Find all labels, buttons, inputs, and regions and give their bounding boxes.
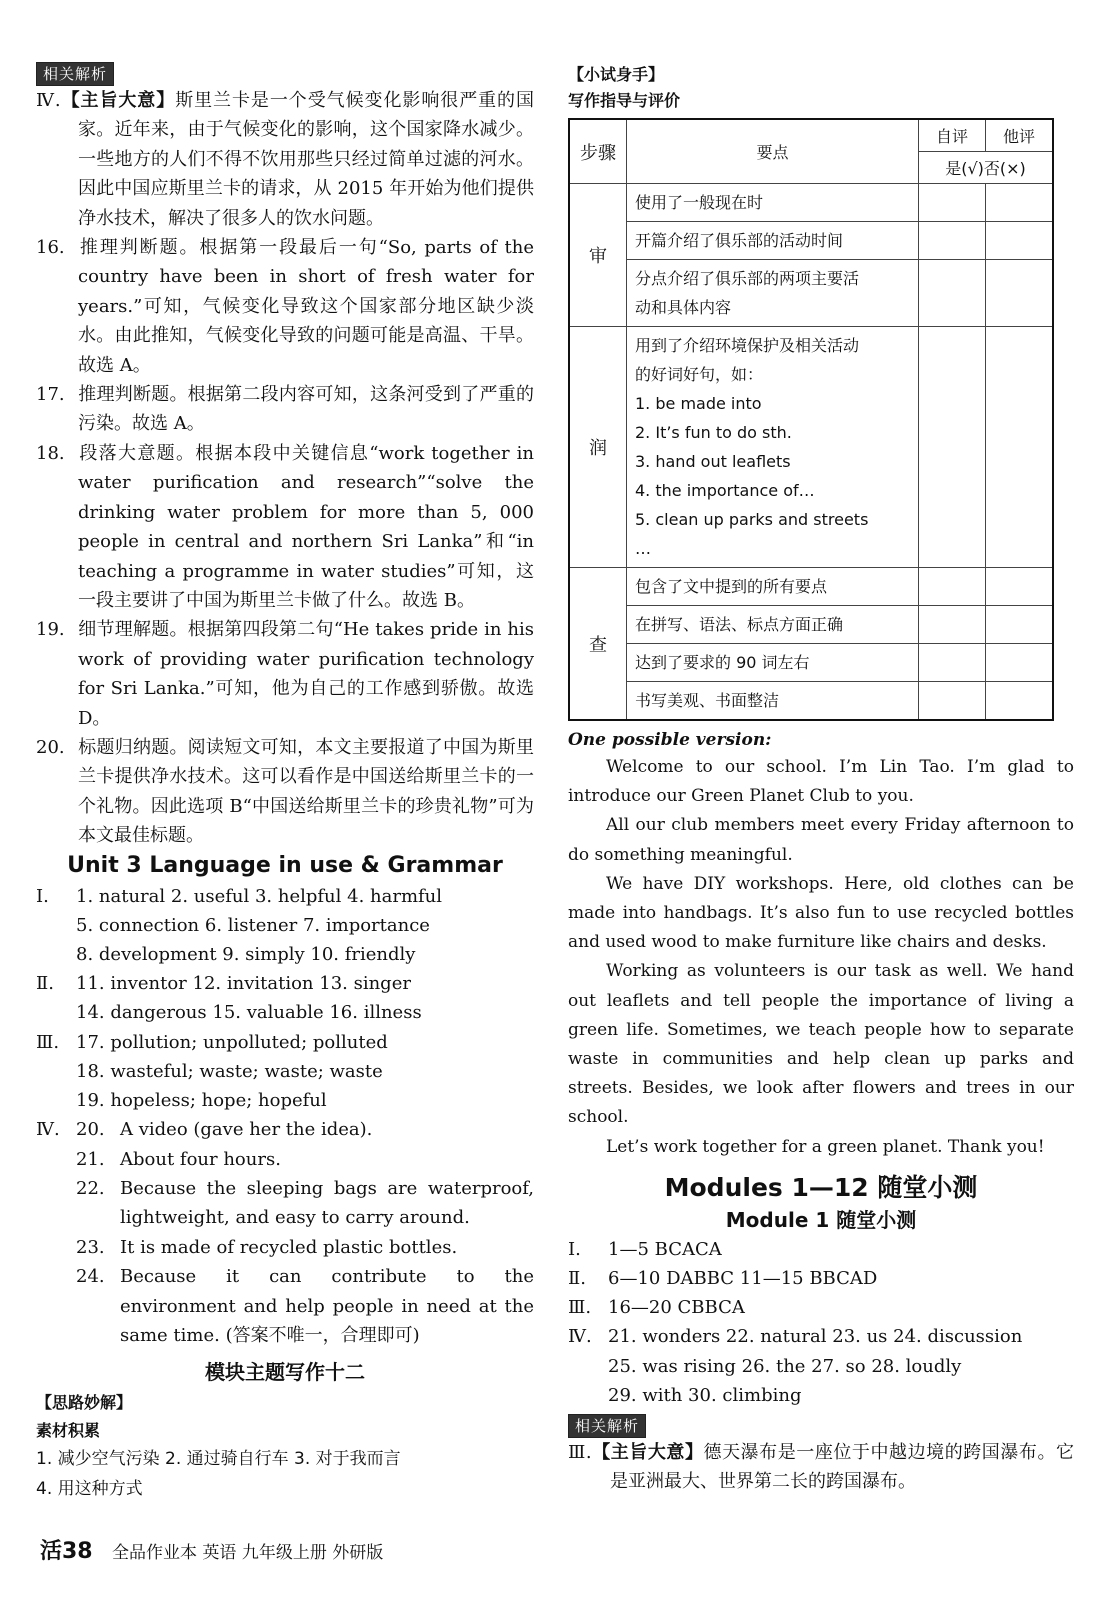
modules-title: Modules 1—12 随堂小测 xyxy=(664,1172,978,1202)
answer-line: Ⅲ. 16—20 CBBCA xyxy=(568,1297,745,1319)
analysis-tag: 相关解析 xyxy=(36,62,114,86)
answer-20: 20. A video (gave her the idea). xyxy=(76,1119,373,1141)
point-cell: 分点介绍了俱乐部的两项主要活 动和具体内容 xyxy=(627,260,919,327)
self-check-cell[interactable] xyxy=(919,568,986,606)
header-peer: 他评 xyxy=(986,119,1054,152)
analysis-tag: 相关解析 xyxy=(568,1414,646,1438)
self-check-cell[interactable] xyxy=(919,682,986,721)
idea-tag: 【思路妙解】 xyxy=(36,1393,133,1413)
peer-check-cell[interactable] xyxy=(986,327,1054,568)
answer-line: Ⅲ. 17. pollution; unpolluted; polluted xyxy=(36,1031,388,1053)
page-footer xyxy=(40,1534,383,1565)
answer-23: 23. It is made of recycled plastic bottles. xyxy=(76,1236,458,1258)
step-review: 审 xyxy=(569,184,627,327)
essay-paragraph: Working as volunteers is our task as well. We hand out leaflets and tell people the importance of living a green life. Sometimes, we teach people how to separate waste in communities and help clean up parks and streets. Besides, we look after flowers and trees in our school. xyxy=(568,961,1074,1128)
point-cell: 包含了文中提到的所有要点 xyxy=(627,568,919,606)
point-cell: 达到了要求的 90 词左右 xyxy=(627,644,919,682)
analysis-item-16: 16. 推理判断题。根据第一段最后一句“So, parts of the country have been in short of fresh water for years.”可知，气候变化导致这个国家部分地区缺少淡水。由此推知，气候变化导致的问题可能是高温、干旱。故选 A。 xyxy=(36,237,534,376)
answer-21: 21. About four hours. xyxy=(76,1148,281,1170)
header-step: 步骤 xyxy=(569,119,627,184)
analysis-items xyxy=(36,233,534,851)
unit-answers xyxy=(36,882,534,1116)
iv-answers: Ⅳ. 20. A video (gave her the idea). 21. About four hours. 22. Because the sleeping bags are waterproof, lightweight, and easy to carry around. 23. It is made of recycled plastic bottles. 24. Because it can contribute to the environment and help people in need at the same time. (答案不唯一，合理即可) xyxy=(36,1115,534,1350)
left-column xyxy=(36,62,534,1504)
step-polish: 润 xyxy=(569,327,627,568)
essay-paragraph: Let’s work together for a green planet. Thank you! xyxy=(606,1136,1045,1157)
point-cell: 书写美观、书面整洁 xyxy=(627,682,919,721)
analysis-item-17: 17. 推理判断题。根据第二段内容可知，这条河受到了严重的污染。故选 A。 xyxy=(36,384,534,435)
guide-title: 写作指导与评价 xyxy=(568,91,681,110)
answer-line: Ⅳ. 21. wonders 22. natural 23. us 24. discussion xyxy=(568,1326,1023,1348)
answer-line: 14. dangerous 15. valuable 16. illness xyxy=(76,1002,422,1024)
try-tag: 【小试身手】 xyxy=(568,65,665,84)
peer-check-cell[interactable] xyxy=(986,222,1054,260)
peer-check-cell[interactable] xyxy=(986,644,1054,682)
self-check-cell[interactable] xyxy=(919,222,986,260)
self-check-cell[interactable] xyxy=(919,184,986,222)
self-check-cell[interactable] xyxy=(919,260,986,327)
evaluation-table xyxy=(568,118,1054,721)
answer-line: 19. hopeless; hope; hopeful xyxy=(76,1089,327,1111)
waterfall-summary: Ⅲ.【主旨大意】德天瀑布是一座位于中越边境的跨国瀑布。它是亚洲最大、世界第二长的跨国瀑布。 xyxy=(568,1442,1075,1493)
page-number: 活38 xyxy=(40,1539,93,1564)
answer-line: Ⅱ. 6—10 DABBC 11—15 BBCAD xyxy=(568,1268,878,1290)
point-cell: 开篇介绍了俱乐部的活动时间 xyxy=(627,222,919,260)
answer-24: 24. Because it can contribute to the environment and help people in need at the same time. (答案不唯一，合理即可) xyxy=(76,1266,534,1347)
essay-paragraph: All our club members meet every Friday afternoon to do something meaningful. xyxy=(568,815,1074,865)
module1-title: Module 1 随堂小测 xyxy=(725,1207,917,1232)
analysis-item-18: 18. 段落大意题。根据本段中关键信息“work together in water purification and research”“solve the drinking water problem for more than 5, 000 people in central and northern Sri Lanka”和“in teaching a programme in water studies”可知，这一段主要讲了中国为斯里兰卡做了什么。故选 B。 xyxy=(36,442,534,611)
material-label: 素材积累 xyxy=(36,1421,101,1441)
unit-title: Unit 3 Language in use & Grammar xyxy=(67,852,503,878)
materials-line-1: 1. 减少空气污染 2. 通过骑自行车 3. 对于我而言 xyxy=(36,1449,401,1470)
header-self: 自评 xyxy=(919,119,986,152)
self-check-cell[interactable] xyxy=(919,606,986,644)
reading-summary: Ⅳ.【主旨大意】斯里兰卡是一个受气候变化影响很严重的国家。近年来，由于气候变化的影响，这个国家降水减少。一些地方的人们不得不饮用那些只经过简单过滤的河水。因此中国应斯里兰卡的请求，从 2015 年开始为他们提供净水技术，解决了很多人的饮水问题。 xyxy=(36,90,534,229)
answer-line: 25. was rising 26. the 27. so 28. loudly xyxy=(608,1355,962,1377)
sample-essay xyxy=(568,753,1074,1162)
analysis-item-20: 20. 标题归纳题。阅读短文可知，本文主要报道了中国为斯里兰卡提供净水技术。这可以看作是中国送给斯里兰卡的一个礼物。因此选项 B“中国送给斯里兰卡的珍贵礼物”可为本文最佳标题。 xyxy=(36,736,534,847)
peer-check-cell[interactable] xyxy=(986,260,1054,327)
analysis-item-19: 19. 细节理解题。根据第四段第二句“He takes pride in his work of providing water purification technology for Sri Lanka.”可知，他为自己的工作感到骄傲。故选 D。 xyxy=(36,619,534,729)
point-cell: 在拼写、语法、标点方面正确 xyxy=(627,606,919,644)
answer-line: 29. with 30. climbing xyxy=(608,1384,802,1406)
self-check-cell[interactable] xyxy=(919,327,986,568)
peer-check-cell[interactable] xyxy=(986,568,1054,606)
answer-line: 5. connection 6. listener 7. importance xyxy=(76,914,430,936)
module-answers xyxy=(568,1235,1074,1410)
materials-line-2: 4. 用这种方式 xyxy=(36,1478,143,1499)
answer-line: 8. development 9. simply 10. friendly xyxy=(76,943,416,965)
answer-line: Ⅰ. 1—5 BCACA xyxy=(568,1238,722,1260)
step-check: 查 xyxy=(569,568,627,721)
point-cell: 使用了一般现在时 xyxy=(627,184,919,222)
answer-line: Ⅰ. 1. natural 2. useful 3. helpful 4. harmful xyxy=(36,885,443,907)
answer-22: 22. Because the sleeping bags are waterproof, lightweight, and easy to carry around. xyxy=(76,1178,534,1229)
self-check-cell[interactable] xyxy=(919,644,986,682)
essay-paragraph: Welcome to our school. I’m Lin Tao. I’m glad to introduce our Green Planet Club to you. xyxy=(568,757,1074,807)
peer-check-cell[interactable] xyxy=(986,606,1054,644)
peer-check-cell[interactable] xyxy=(986,184,1054,222)
version-label: One possible version: xyxy=(568,730,772,750)
header-points: 要点 xyxy=(627,119,919,184)
header-yes-no: 是(√)否(×) xyxy=(919,152,1054,184)
writing-title: 模块主题写作十二 xyxy=(205,1360,365,1385)
answer-line: 18. wasteful; waste; waste; waste xyxy=(76,1060,383,1082)
essay-paragraph: We have DIY workshops. Here, old clothes can be made into handbags. It’s also fun to use recycled bottles and used wood to make furniture like chairs and desks. xyxy=(568,873,1074,953)
right-column xyxy=(568,62,1074,1497)
answer-line: Ⅱ. 11. inventor 12. invitation 13. singer xyxy=(36,973,411,995)
peer-check-cell[interactable] xyxy=(986,682,1054,721)
point-cell: 用到了介绍环境保护及相关活动 的好词好句，如： 1. be made into 2. It’s fun to do sth. 3. hand out leaflets 4. the importance of… 5. clean up parks and streets … xyxy=(627,327,919,568)
book-info: 全品作业本 英语 九年级上册 外研版 xyxy=(112,1543,384,1563)
